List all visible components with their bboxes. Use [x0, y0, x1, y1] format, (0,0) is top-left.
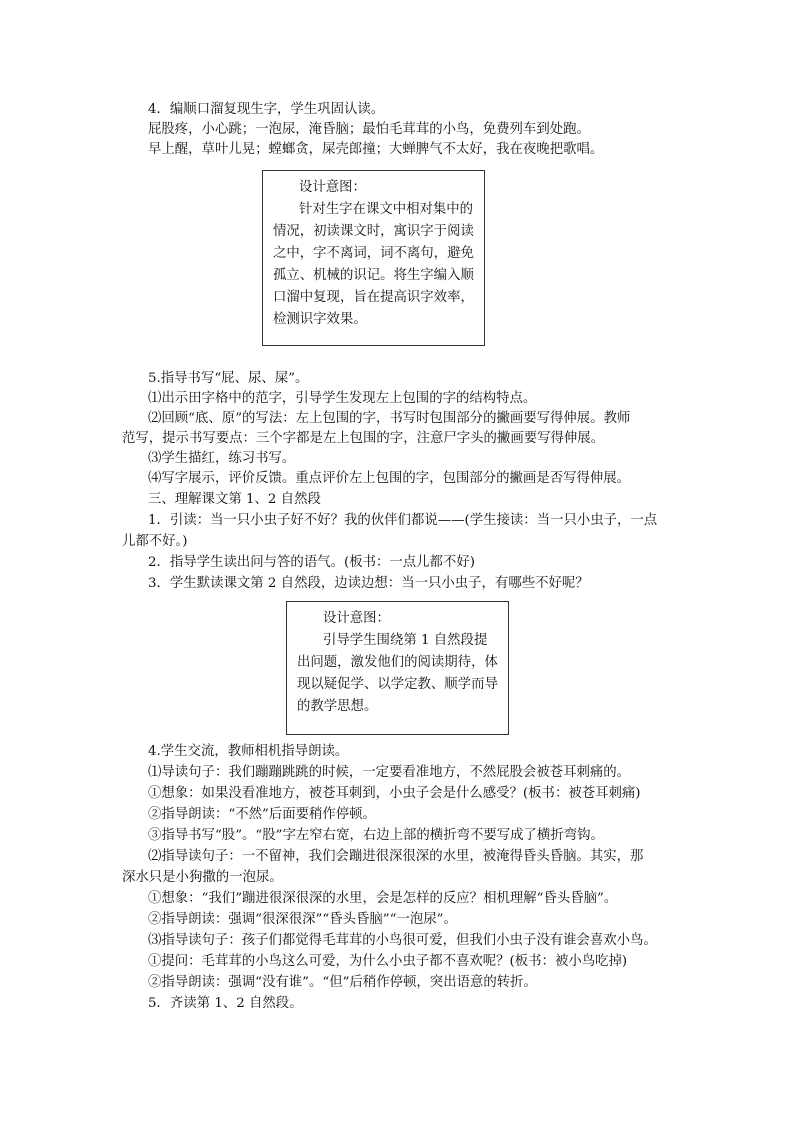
section-4b-title: 4.学生交流，教师相机指导朗读。	[148, 744, 349, 759]
section-5b-title: 5．齐读第 1、2 自然段。	[148, 996, 303, 1011]
writing-step-1: ⑴出示田字格中的范字，引导学生发现左上包围的字的结构特点。	[148, 391, 537, 406]
reading-sentence-2b: 深水只是小狗撒的一泡尿。	[122, 870, 283, 885]
reading-sentence-3: ⑶指导读句子：孩子们都觉得毛茸茸的小鸟很可爱，但我们小虫子没有谁会喜欢小鸟。	[148, 933, 657, 948]
reading-sentence-3-read: ②指导朗读：强调“没有谁”。“但”后稍作停顿，突出语意的转折。	[148, 975, 537, 990]
writing-step-4: ⑷写字展示，评价反馈。重点评价左上包围的字，包围部分的撇画是否写得伸展。	[148, 471, 631, 486]
reading-sentence-1-imagine: ①想象：如果没看准地方，被苍耳刺到，小虫子会是什么感受？(板书：被苍耳刺痛)	[148, 786, 641, 801]
design-intent-title-2: 设计意图：	[323, 611, 390, 626]
design-intent-box-2	[286, 601, 509, 735]
reading-sentence-1-read: ②指导朗读：“不然”后面要稍作停顿。	[148, 807, 376, 822]
reading-sentence-3-ask: ①提问：毛茸茸的小鸟这么可爱，为什么小虫子都不喜欢呢？(板书：被小鸟吃掉)	[148, 954, 628, 969]
section-4-title: 4．编顺口溜复现生字，学生巩固认读。	[148, 102, 385, 117]
writing-step-2b: 范写，提示书写要点：三个字都是左上包围的字，注意尸字头的撇画要写得伸展。	[122, 431, 605, 446]
guide-item-1a: 1．引读：当一只小虫子好不好？我的伙伴们都说——(学生接读：当一只小虫子，一点	[148, 513, 658, 528]
guide-item-1b: 儿都不好。)	[122, 534, 188, 549]
reading-sentence-2-imagine: ①想象：“我们”蹦进很深很深的水里，会是怎样的反应？相机理解“昏头昏脑”。	[148, 891, 618, 906]
guide-item-2: 2．指导学生读出问与答的语气。(板书：一点儿都不好)	[148, 555, 475, 570]
chant-line-1: 屁股疼，小心跳；一泡尿，淹昏脑；最怕毛茸茸的小鸟，免费列车到处跑。	[148, 122, 590, 137]
design-intent-title-1: 设计意图：	[299, 180, 366, 195]
writing-step-2a: ⑵回顾“底、原”的写法：左上包围的字，书写时包围部分的撇画要写得伸展。教师	[148, 411, 631, 426]
writing-step-3: ⑶学生描红，练习书写。	[148, 451, 296, 466]
reading-sentence-1-write: ③指导书写“股”。“股”字左窄右宽，右边上部的横折弯不要写成了横折弯钩。	[148, 828, 604, 843]
design-intent-text-1: 针对生字在课文中相对集中的情况，初读课文时，寓识字于阅读之中，字不离词，词不离句，避免孤立、机械的识记。将生字编入顺口溜中复现，旨在提高识字效率，检测识字效果。	[273, 202, 474, 327]
chant-line-2: 早上醒，草叶儿晃；螳螂贪，屎壳郎撞；大蝉脾气不太好，我在夜晚把歌唱。	[148, 142, 604, 157]
reading-sentence-2a: ⑵指导读句子：一不留神，我们会蹦进很深很深的水里，被淹得昏头昏脑。其实，那	[148, 849, 644, 864]
guide-item-3: 3．学生默读课文第 2 自然段，边读边想：当一只小虫子，有哪些不好呢？	[148, 576, 589, 591]
design-intent-text-2: 引导学生围绕第 1 自然段提出问题，激发他们的阅读期待，体现以疑促学、以学定教、顺学而导的教学思想。	[297, 633, 498, 714]
section-3-heading: 三、理解课文第 1、2 自然段	[148, 492, 321, 507]
reading-sentence-1: ⑴导读句子：我们蹦蹦跳跳的时候，一定要看准地方，不然屁股会被苍耳刺痛的。	[148, 765, 631, 780]
reading-sentence-2-read: ②指导朗读：强调“很深很深”“昏头昏脑”“一泡尿”。	[148, 912, 457, 927]
design-intent-box-1	[262, 170, 485, 346]
section-5-title: 5.指导书写“屁、尿、屎”。	[148, 371, 309, 386]
